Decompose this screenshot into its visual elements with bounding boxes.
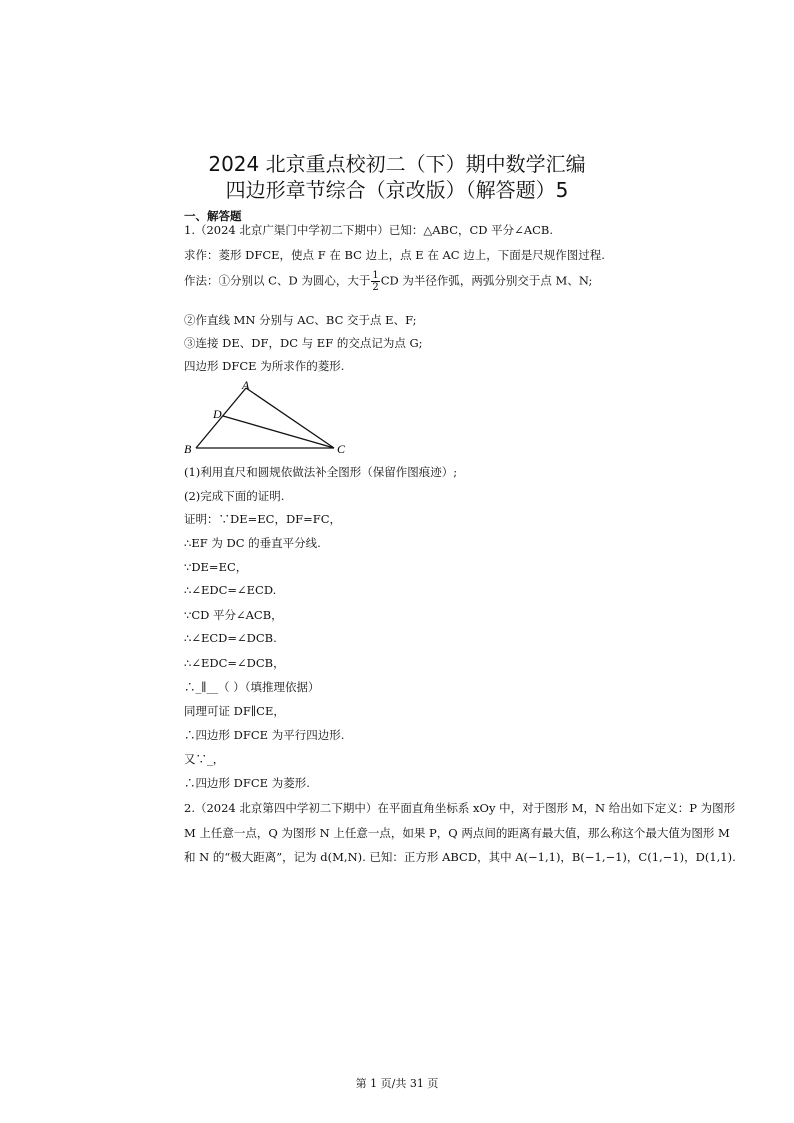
q1-step2: ②作直线 MN 分别与 AC、BC 交于点 E、F; xyxy=(184,313,417,327)
proof-line: ∴∠ECD=∠DCB. xyxy=(184,631,277,645)
proof-fill-in-blank: 又∵_， xyxy=(184,752,225,766)
document-title-line1: 2024 北京重点校初二（下）期中数学汇编 xyxy=(208,152,586,176)
q1-part1: (1)利用直尺和圆规依做法补全图形（保留作图痕迹）; xyxy=(184,465,458,479)
proof-fill-in-blank: ∴_∥__（ ）（填推理依据） xyxy=(184,680,320,694)
side-ac xyxy=(246,388,334,448)
label-d: D xyxy=(213,407,222,421)
triangle-figure xyxy=(180,378,360,460)
proof-line: ∴∠EDC=∠ECD. xyxy=(184,583,277,597)
proof-line: 同理可证 DF∥CE， xyxy=(184,704,285,718)
q1-header: 1.（2024 北京广渠门中学初二下期中）已知：△ABC，CD 平分∠ACB. xyxy=(184,223,554,237)
proof-line: ∴四边形 DFCE 为菱形. xyxy=(184,776,310,790)
q1-part2: (2)完成下面的证明. xyxy=(184,489,285,503)
fraction-denominator: 2 xyxy=(372,282,379,293)
proof-line: ∴四边形 DFCE 为平行四边形. xyxy=(184,728,345,742)
proof-line: ∵DE=EC， xyxy=(184,560,248,574)
q1-step1 xyxy=(184,270,592,293)
q2-line3: 和 N 的“极大距离”，记为 d(M,N). 已知：正方形 ABCD，其中 A(−1,1)，B(−1,−1)，C(1,−1)，D(1,1). xyxy=(184,850,736,864)
q2-line2: M 上任意一点，Q 为图形 N 上任意一点，如果 P，Q 两点间的距离有最大值，那么称这个最大值为图形 M xyxy=(184,826,730,840)
fraction-numerator: 1 xyxy=(372,270,379,281)
q1-step1-post: CD 为半径作弧，两弧分别交于点 M、N; xyxy=(380,273,593,288)
document-title-line2: 四边形章节综合（京改版）（解答题）5 xyxy=(225,178,569,202)
proof-line: ∴∠EDC=∠DCB， xyxy=(184,656,285,670)
section-heading: 一、解答题 xyxy=(184,209,242,223)
q2-line1: 2.（2024 北京第四中学初二下期中）在平面直角坐标系 xOy 中，对于图形 M，N 给出如下定义：P 为图形 xyxy=(184,801,736,815)
page-footer: 第 1 页/共 31 页 xyxy=(355,1077,439,1090)
q1-task: 求作：菱形 DFCE，使点 F 在 BC 边上，点 E 在 AC 边上，下面是尺规作图过程. xyxy=(184,248,605,262)
label-a: A xyxy=(242,378,250,392)
half-fraction xyxy=(371,270,379,293)
q1-step3: ③连接 DE、DF，DC 与 EF 的交点记为点 G; xyxy=(184,336,423,350)
proof-line: ∴EF 为 DC 的垂直平分线. xyxy=(184,536,321,550)
proof-line: ∵CD 平分∠ACB， xyxy=(184,608,283,622)
q1-step4: 四边形 DFCE 为所求作的菱形. xyxy=(184,359,345,373)
label-b: B xyxy=(184,442,192,456)
label-c: C xyxy=(337,442,346,456)
proof-line: 证明：∵DE=EC，DF=FC， xyxy=(184,512,342,526)
segment-dc xyxy=(223,416,334,448)
q1-step1-pre: 作法：①分别以 C、D 为圆心，大于 xyxy=(184,273,371,288)
